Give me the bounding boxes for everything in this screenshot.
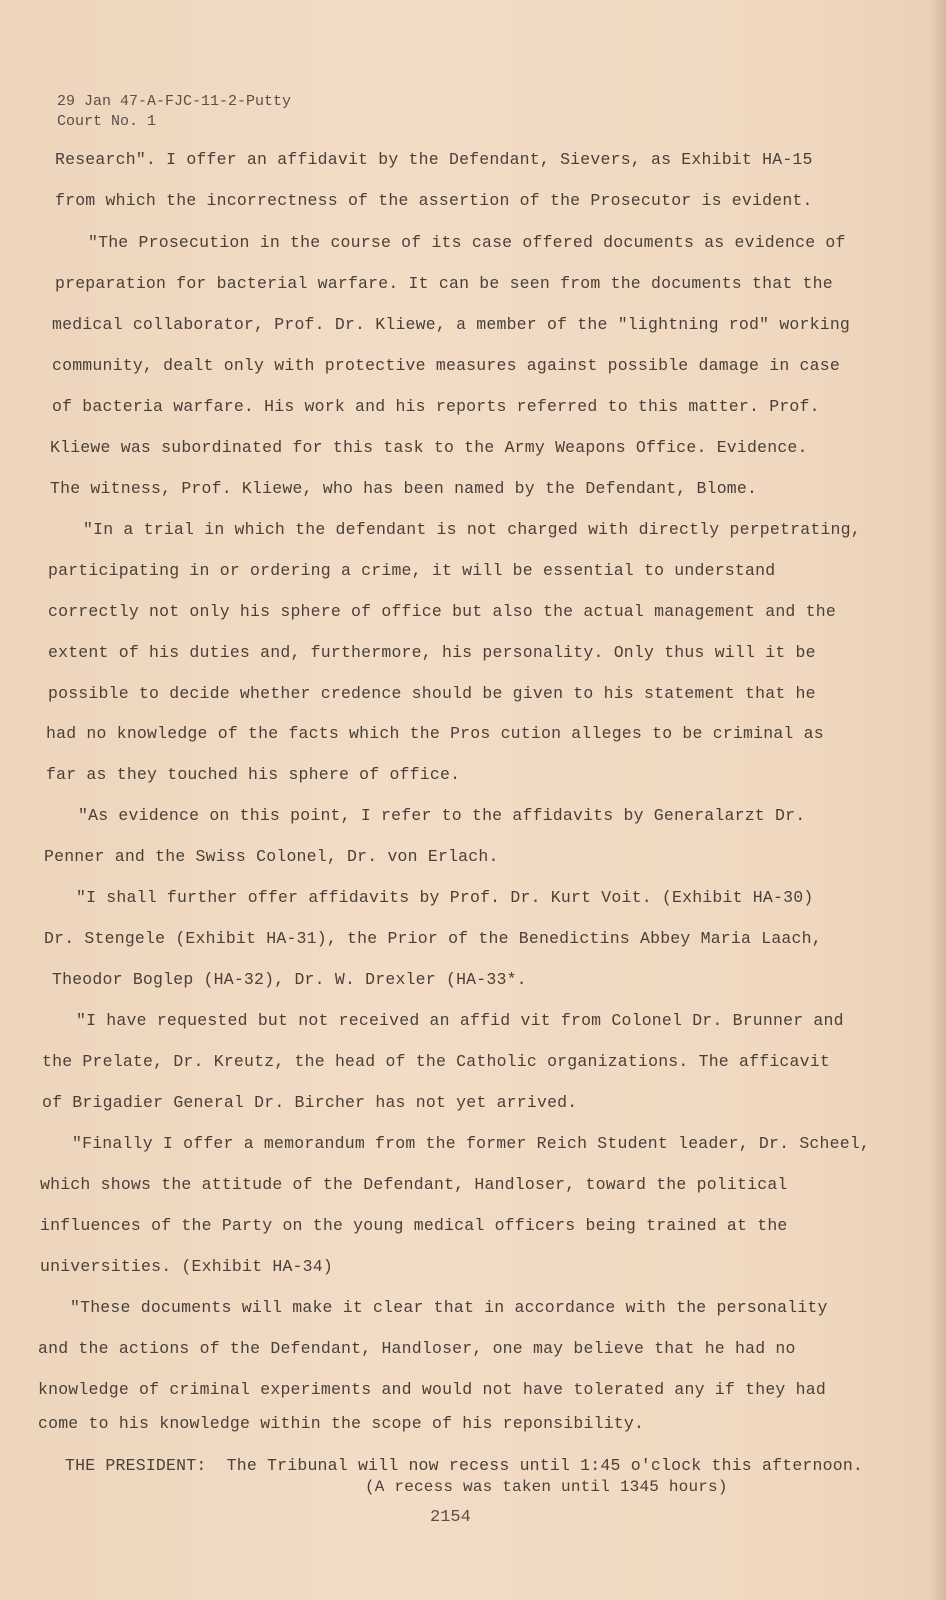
text-line: the Prelate, Dr. Kreutz, the head of the Catholic organizations. The afficavit (42, 1052, 830, 1071)
text-line: far as they touched his sphere of office. (46, 765, 461, 784)
header-session-line: 29 Jan 47-A-FJC-11-2-Putty (57, 93, 292, 110)
page-number: 2154 (430, 1508, 471, 1527)
text-line: "I have requested but not received an affid vit from Colonel Dr. Brunner and (76, 1011, 844, 1030)
text-line: preparation for bacterial warfare. It can be seen from the documents that the (55, 274, 833, 293)
text-line: "These documents will make it clear that in accordance with the personality (70, 1298, 828, 1317)
page-header (57, 92, 291, 132)
text-line: community, dealt only with protective measures against possible damage in case (52, 356, 840, 375)
text-line: Kliewe was subordinated for this task to the Army Weapons Office. Evidence. (50, 438, 808, 457)
page-edge-shadow (930, 0, 946, 1600)
text-line: The witness, Prof. Kliewe, who has been named by the Defendant, Blome. (50, 479, 758, 498)
text-line: which shows the attitude of the Defendant, Handloser, toward the political (40, 1175, 788, 1194)
recess-note: (A recess was taken until 1345 hours) (365, 1478, 728, 1496)
text-line: Penner and the Swiss Colonel, Dr. von Erlach. (44, 847, 499, 866)
text-line: participating in or ordering a crime, it will be essential to understand (48, 561, 776, 580)
text-line: Dr. Stengele (Exhibit HA-31), the Prior of the Benedictins Abbey Maria Laach, (44, 929, 822, 948)
text-line: "I shall further offer affidavits by Prof. Dr. Kurt Voit. (Exhibit HA-30) (76, 888, 814, 907)
text-line: medical collaborator, Prof. Dr. Kliewe, a member of the "lightning rod" working (52, 315, 851, 334)
text-line: come to his knowledge within the scope of his reponsibility. (38, 1414, 645, 1433)
text-line: and the actions of the Defendant, Handloser, one may believe that he had no (38, 1339, 796, 1358)
text-line: Theodor Boglep (HA-32), Dr. W. Drexler (HA-33*. (52, 970, 527, 989)
text-line: influences of the Party on the young medical officers being trained at the (40, 1216, 788, 1235)
text-line: from which the incorrectness of the assertion of the Prosecutor is evident. (55, 191, 813, 210)
text-line: universities. (Exhibit HA-34) (40, 1257, 333, 1276)
text-line: "The Prosecution in the course of its case offered documents as evidence of (88, 233, 846, 252)
text-line: had no knowledge of the facts which the Pros cution alleges to be criminal as (46, 724, 824, 743)
president-line: THE PRESIDENT: The Tribunal will now recess until 1:45 o'clock this afternoon. (65, 1456, 864, 1475)
text-line: "In a trial in which the defendant is not charged with directly perpetrating, (83, 520, 861, 539)
text-line: of bacteria warfare. His work and his reports referred to this matter. Prof. (52, 397, 820, 416)
text-line: knowledge of criminal experiments and would not have tolerated any if they had (38, 1380, 826, 1399)
text-line: of Brigadier General Dr. Bircher has not yet arrived. (42, 1093, 578, 1112)
text-line: possible to decide whether credence should be given to his statement that he (48, 684, 816, 703)
text-line: "As evidence on this point, I refer to the affidavits by Generalarzt Dr. (78, 806, 806, 825)
text-line: correctly not only his sphere of office but also the actual management and the (48, 602, 836, 621)
text-line: "Finally I offer a memorandum from the former Reich Student leader, Dr. Scheel, (72, 1134, 871, 1153)
text-line: extent of his duties and, furthermore, his personality. Only thus will it be (48, 643, 816, 662)
text-line: Research". I offer an affidavit by the Defendant, Sievers, as Exhibit HA-15 (55, 150, 813, 169)
header-court-line: Court No. 1 (57, 113, 157, 130)
